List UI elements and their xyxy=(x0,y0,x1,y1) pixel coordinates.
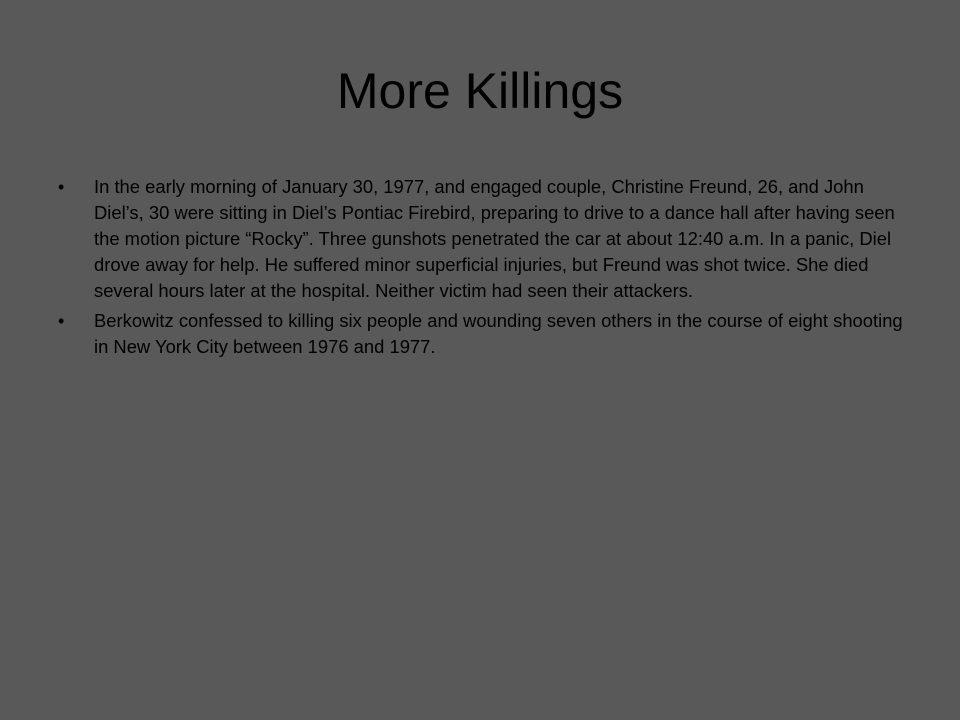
slide-title: More Killings xyxy=(336,63,624,119)
bullet-icon: • xyxy=(58,311,65,331)
bullet-text: In the early morning of January 30, 1977, and engaged couple, Christine Freund, 26, and John Diel’s, 30 were sitting in Diel’s Pontiac Firebird, preparing to drive to a dance hall after having seen the motion picture “Rocky”. Three gunshots penetrated the car at about 12:40 a.m. In a panic, Diel drove away for help. He suffered minor superficial injuries, but Freund was shot twice. She died several hours later at the hospital. Neither victim had seen their attackers. xyxy=(94,176,895,301)
bullet-text: Berkowitz confessed to killing six people and wounding seven others in the course of eight shooting in New York City between 1976 and 1977. xyxy=(94,310,903,357)
list-item xyxy=(58,308,910,360)
bullet-list xyxy=(58,174,910,364)
list-item xyxy=(58,174,910,304)
bullet-icon: • xyxy=(58,177,65,197)
